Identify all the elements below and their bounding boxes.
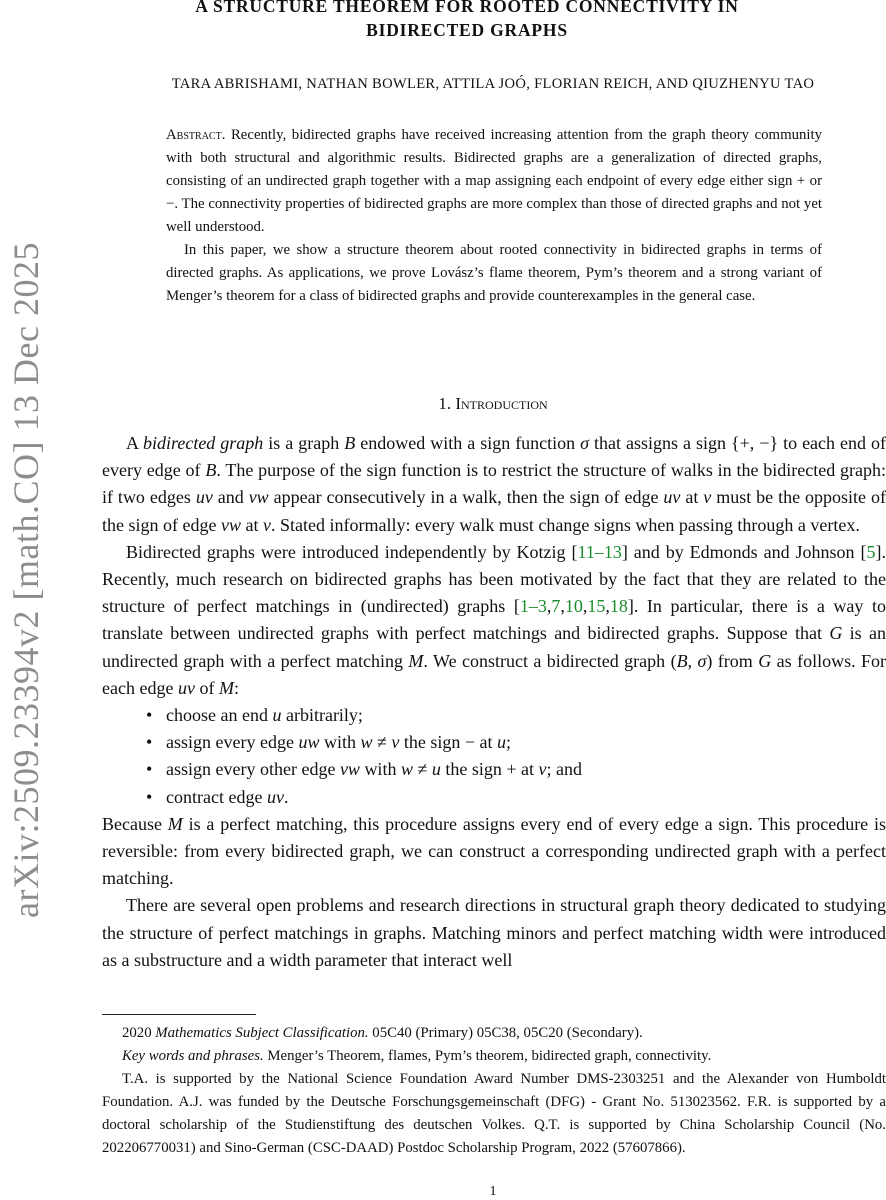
abstract-paragraph-2: In this paper, we show a structure theorem about rooted connectivity in bidirected graphs in terms of directed graphs. As applications, we prove Lovász’s flame theorem, Pym’s theorem and a strong variant of Menger’s theorem for a class of bidirected graphs and provide counterexamples in the general case. — [166, 242, 822, 304]
intro-paragraph-3: Because M is a perfect matching, this procedure assigns every end of every edge a sign. This procedure is reversible: from every bidirected graph, we can construct a corresponding undirected graph with a perfect matching. — [102, 813, 886, 889]
footnote-divider — [102, 1014, 256, 1015]
list-item: • contract edge uv. — [102, 784, 886, 811]
arxiv-stamp — [6, 230, 46, 930]
abstract-paragraph-1 — [166, 124, 822, 239]
author-list: TARA ABRISHAMI, NATHAN BOWLER, ATTILA JOÓ, FLORIAN REICH, AND QIUZHENYU TAO — [171, 76, 815, 92]
section-title: Introduction — [455, 394, 548, 413]
paper-title: A STRUCTURE THEOREM FOR ROOTED CONNECTIVITY IN BIDIRECTED GRAPHS — [195, 0, 739, 40]
abstract — [166, 124, 822, 308]
introduction-body — [102, 430, 886, 974]
citation-link[interactable]: 18 — [609, 596, 628, 617]
arxiv-stamp-text: arXiv:2509.23394v2 [math.CO] 13 Dec 2025 — [6, 242, 46, 918]
list-item: • assign every other edge vw with w ≠ u the sign + at v; and — [102, 756, 886, 783]
intro-paragraph-2: Bidirected graphs were introduced independently by Kotzig [11–13] and by Edmonds and Johnson [5]. Recently, much research on bidirected graphs has been motivated by the fact that they are related to the structure of perfect matchings in (undirected) graphs [1–3,7,10,15,18]. In particular, there is a way to translate between undirected graphs with perfect matchings and bidirected graphs. Suppose that G is an undirected graph with a perfect matching M. We construct a bidirected graph (B, σ) from G as follows. For each edge uv of M: — [102, 541, 886, 698]
footnotes — [102, 1022, 886, 1160]
citation-link[interactable]: 15 — [587, 596, 606, 617]
citation-link[interactable]: 1–3 — [519, 596, 547, 617]
procedure-list — [102, 702, 886, 811]
intro-paragraph-1: A bidirected graph is a graph B endowed with a sign function σ that assigns a sign {+, −} to each end of every edge of B. The purpose of the sign function is to restrict the structure of walks in the bidirected graph: if two edges uv and vw appear consecutively in a walk, then the sign of edge uv at v must be the opposite of the sign of edge vw at v. Stated informally: every walk must change signs when passing through a vertex. — [102, 433, 886, 535]
citation-link[interactable]: 7 — [551, 596, 561, 617]
section-heading — [100, 394, 886, 414]
citation-link[interactable]: 11–13 — [577, 541, 622, 562]
list-item: • assign every edge uw with w ≠ v the sign − at u; — [102, 729, 886, 756]
list-item: • choose an end u arbitrarily; — [102, 702, 886, 729]
section-number: 1. — [438, 394, 452, 413]
footnote-funding: T.A. is supported by the National Science Foundation Award Number DMS-2303251 and the Alexander von Humboldt Foundation. A.J. was funded by the Deutsche Forschungsgemeinschaft (DFG) - Grant No. 513023562. F.R. is supported by a doctoral scholarship of the Studienstiftung des deutschen Volkes. Q.T. is supported by China Scholarship Council (No. 202206770031) and Sino-German (CSC-DAAD) Postdoc Scholarship Program, 2022 (57607866). — [102, 1071, 886, 1156]
abstract-label: Abstract. — [166, 127, 226, 143]
citation-link[interactable]: 10 — [564, 596, 583, 617]
citation-link[interactable]: 5 — [866, 541, 876, 562]
footnote-keywords: Key words and phrases. Menger’s Theorem, flames, Pym’s theorem, bidirected graph, connectivity. — [122, 1048, 712, 1064]
footnote-msc: 2020 Mathematics Subject Classification. 05C40 (Primary) 05C38, 05C20 (Secondary). — [122, 1025, 643, 1041]
intro-paragraph-4: There are several open problems and research directions in structural graph theory dedicated to studying the structure of perfect matchings in graphs. Matching minors and perfect matching width were introduced as a substructure and a width parameter that interact well — [102, 895, 886, 970]
page-number: 1 — [489, 1184, 497, 1199]
abstract-text-1: Recently, bidirected graphs have received increasing attention from the graph theory community with both structural and algorithmic results. Bidirected graphs are a generalization of directed graphs, consisting of an undirected graph together with a map assigning each endpoint of every edge either sign + or −. The connectivity properties of bidirected graphs are more complex than those of directed graphs and not yet well understood. — [166, 127, 822, 235]
